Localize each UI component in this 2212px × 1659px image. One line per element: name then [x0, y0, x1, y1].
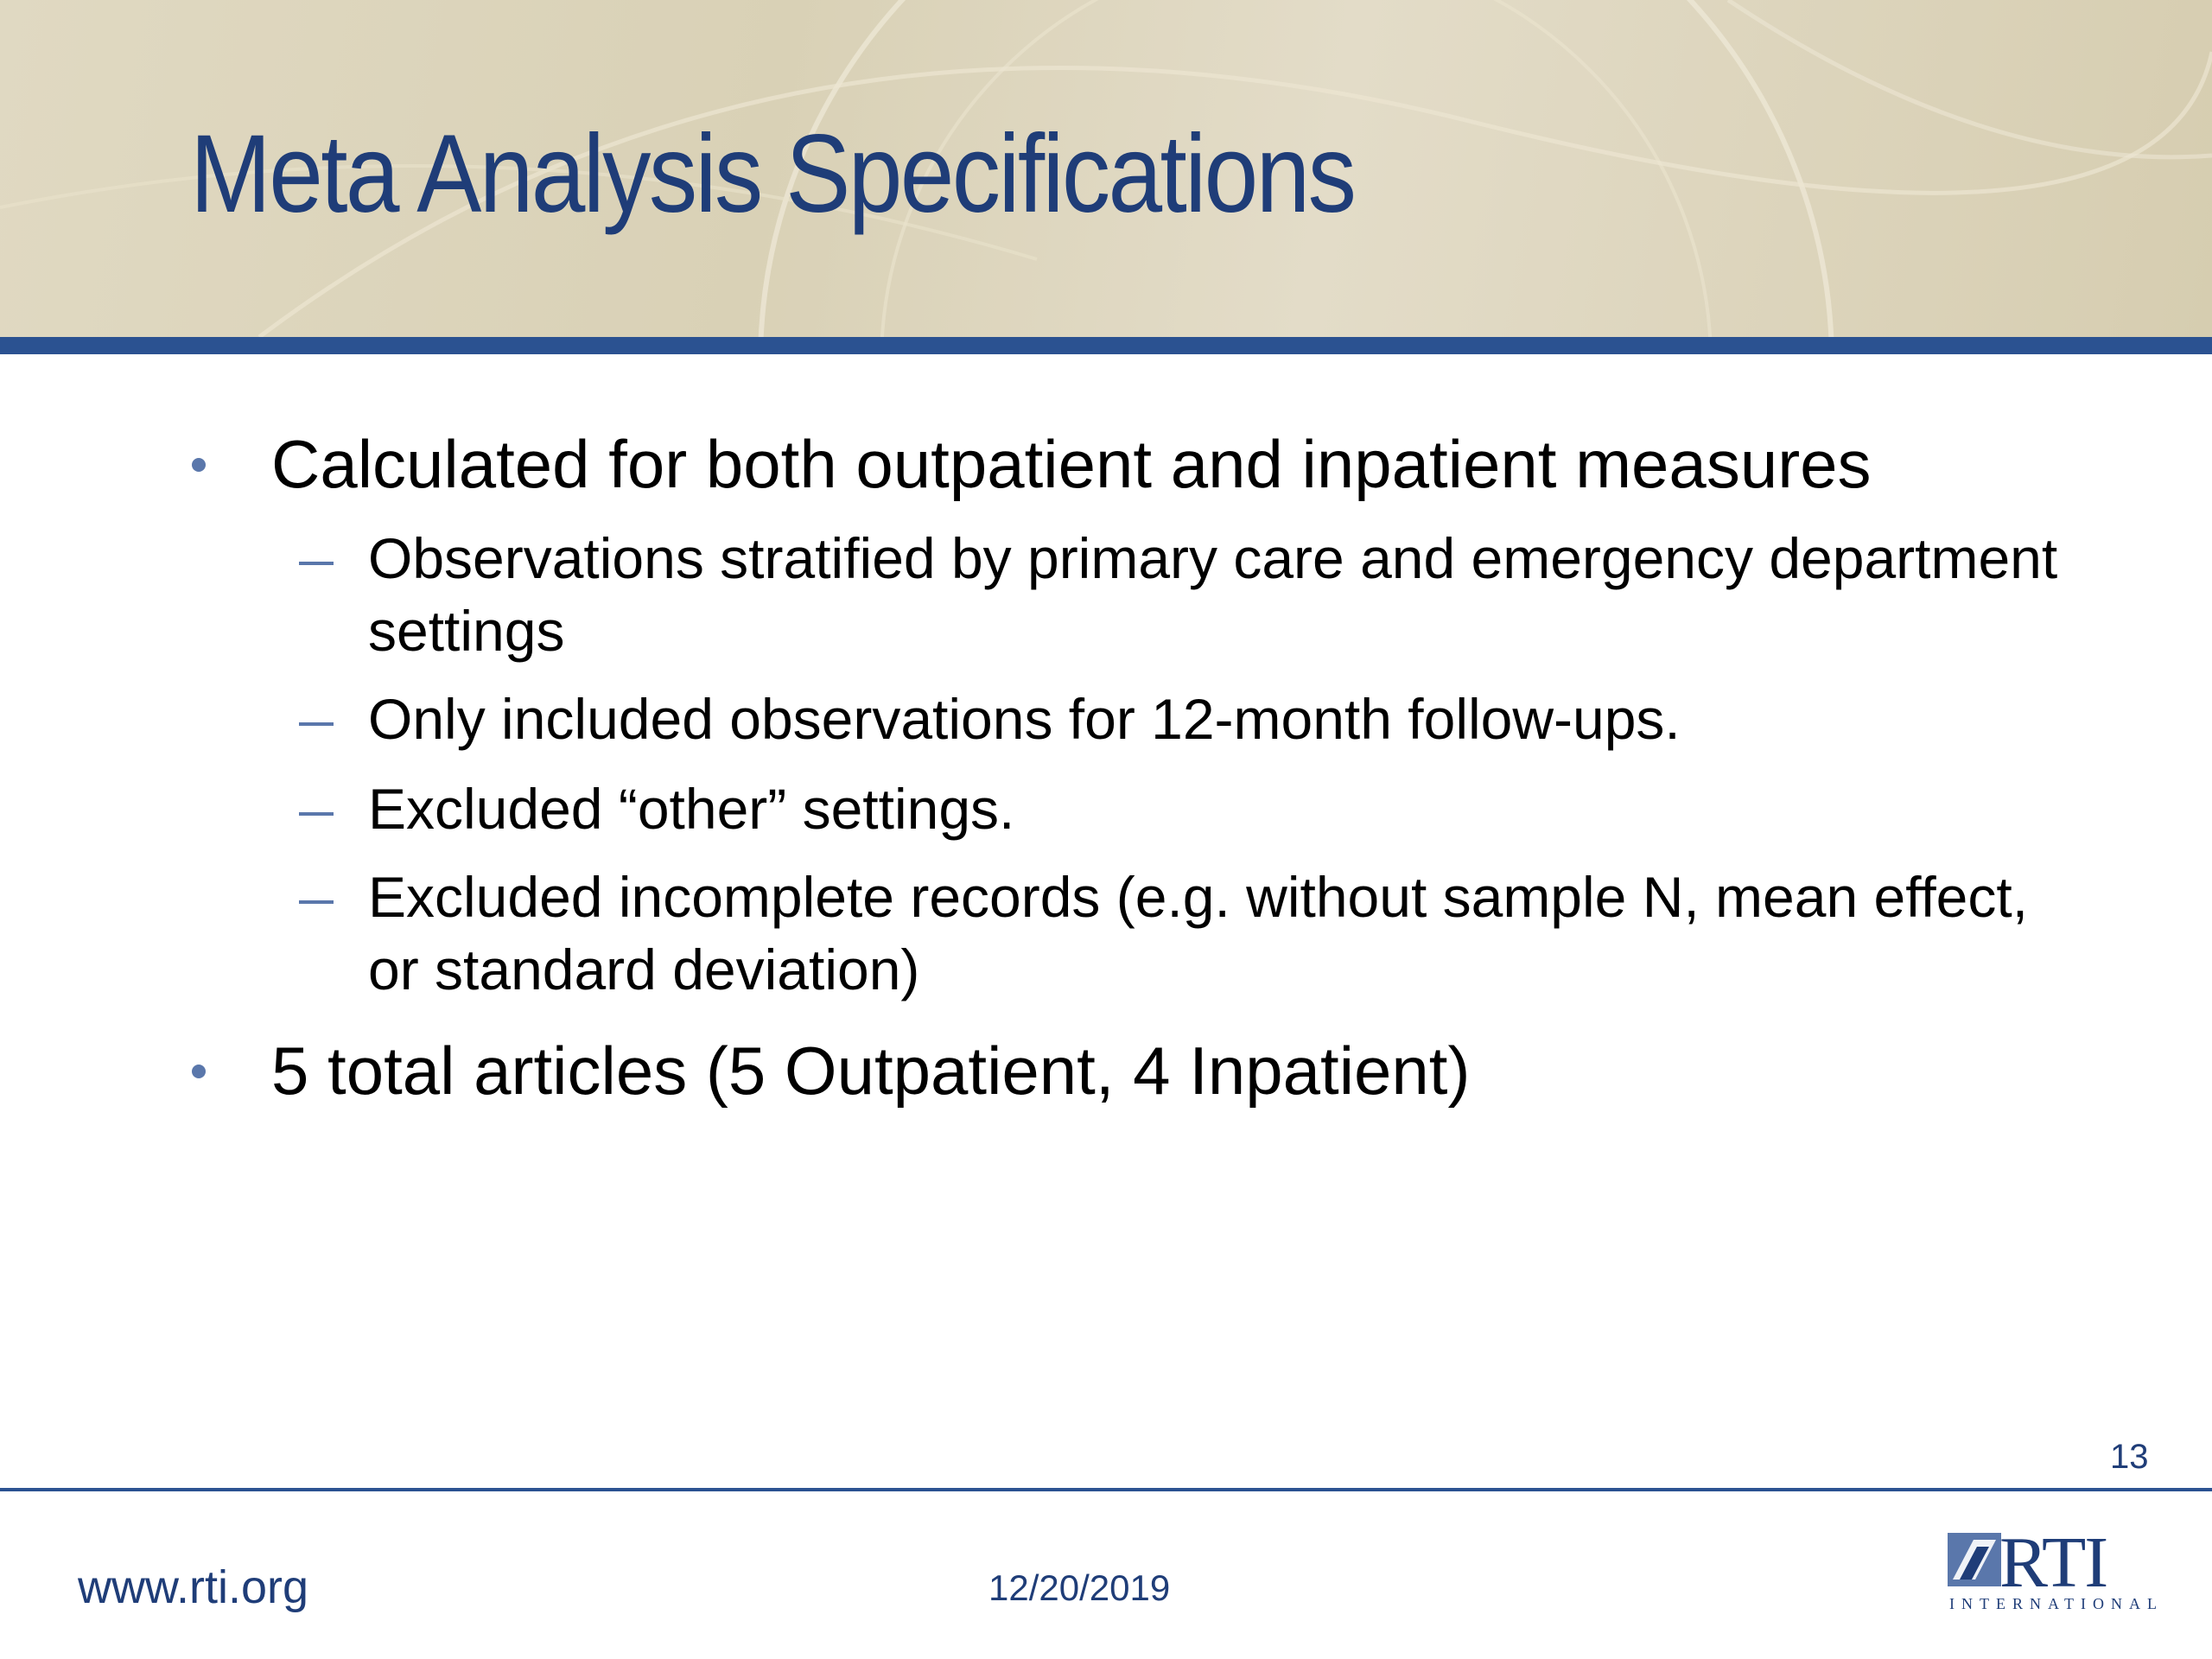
bullet-item: 5 total articles (5 Outpatient, 4 Inpatient)	[271, 1033, 1471, 1109]
dash-icon	[299, 562, 334, 565]
dash-icon	[299, 812, 334, 816]
rti-logo-mark-icon	[1948, 1533, 2001, 1586]
website-link[interactable]: www.rti.org	[78, 1561, 309, 1613]
sub-bullet-item: Excluded incomplete records (e.g. without sample N, mean effect, or standard deviation)	[368, 865, 2029, 1001]
dash-icon	[299, 722, 334, 726]
header-divider	[0, 337, 2212, 354]
sub-bullet-item: Observations stratified by primary care and emergency department settings	[368, 526, 2058, 663]
sub-bullet-item: Excluded “other” settings.	[368, 777, 1015, 841]
footer-divider	[0, 1488, 2212, 1491]
bullet-icon	[192, 1065, 206, 1078]
sub-bullet-item: Only included observations for 12-month follow-ups.	[368, 687, 1681, 751]
bullet-item: Calculated for both outpatient and inpatient measures	[271, 426, 1872, 502]
rti-logo	[1948, 1522, 2164, 1616]
logo-subtext: INTERNATIONAL	[1949, 1595, 2164, 1612]
page-number: 13	[2110, 1438, 2149, 1476]
dash-icon	[299, 900, 334, 904]
bullet-icon	[192, 458, 206, 472]
slide-title: Meta Analysis Specifications	[190, 112, 1355, 236]
slide-date: 12/20/2019	[988, 1567, 1171, 1608]
slide-header	[0, 0, 2212, 337]
logo-wordmark: RTI	[1999, 1522, 2107, 1603]
